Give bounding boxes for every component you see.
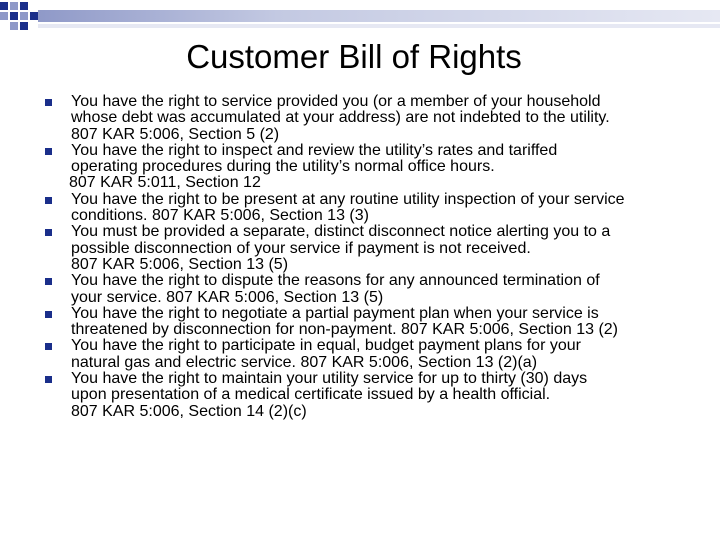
list-item-line: You have the right to participate in equal, budget payment plans for your — [71, 337, 581, 355]
list-item-line: You must be provided a separate, distinct disconnect notice alerting you to a — [71, 223, 611, 241]
list-item — [43, 94, 708, 143]
list-item-line: You have the right to negotiate a partial payment plan when your service is — [71, 304, 599, 322]
square-bullet-icon — [45, 376, 52, 383]
list-item-line: upon presentation of a medical certificate issued by a health official. — [71, 386, 551, 404]
square-bullet-icon — [45, 229, 52, 236]
list-item-line: natural gas and electric service. 807 KAR 5:006, Section 13 (2)(a) — [71, 353, 538, 371]
square-bullet-icon — [45, 99, 52, 106]
list-item-line: You have the right to be present at any routine utility inspection of your service — [71, 190, 625, 208]
list-item — [43, 306, 708, 339]
square-bullet-icon — [45, 148, 52, 155]
list-item-line: You have the right to maintain your utility service for up to thirty (30) days — [71, 370, 588, 388]
list-item — [43, 273, 708, 306]
list-item-line: 807 KAR 5:006, Section 14 (2)(c) — [71, 402, 307, 420]
list-item-line: whose debt was accumulated at your address) are not indebted to the utility. — [71, 109, 610, 127]
list-item — [43, 192, 708, 225]
list-item-line: 807 KAR 5:011, Section 12 — [69, 174, 261, 192]
header-decoration — [0, 0, 720, 40]
square-bullet-icon — [45, 311, 52, 318]
square-bullet-icon — [45, 278, 52, 285]
list-item — [43, 371, 708, 420]
rights-list — [43, 94, 708, 420]
list-item — [43, 143, 708, 192]
square-bullet-icon — [45, 343, 52, 350]
slide-title: Customer Bill of Rights — [186, 38, 522, 75]
list-item — [43, 224, 708, 273]
list-item-line: You have the right to dispute the reasons for any announced termination of — [71, 272, 600, 290]
list-item-line: 807 KAR 5:006, Section 13 (5) — [71, 255, 289, 273]
list-item — [43, 338, 708, 371]
square-bullet-icon — [45, 197, 52, 204]
list-item-line: operating procedures during the utility’s normal office hours. — [71, 158, 495, 176]
list-item-line: 807 KAR 5:006, Section 5 (2) — [71, 125, 280, 143]
list-item-line: You have the right to service provided you (or a member of your household — [71, 93, 601, 110]
list-item-line: conditions. 807 KAR 5:006, Section 13 (3) — [71, 207, 369, 225]
list-item-line: your service. 807 KAR 5:006, Section 13 (5) — [71, 288, 384, 306]
list-item-line: You have the right to inspect and review the utility’s rates and tariffed — [71, 141, 558, 159]
list-item-line: possible disconnection of your service if payment is not received. — [71, 239, 531, 257]
list-item-line: threatened by disconnection for non-payment. 807 KAR 5:006, Section 13 (2) — [71, 321, 619, 339]
